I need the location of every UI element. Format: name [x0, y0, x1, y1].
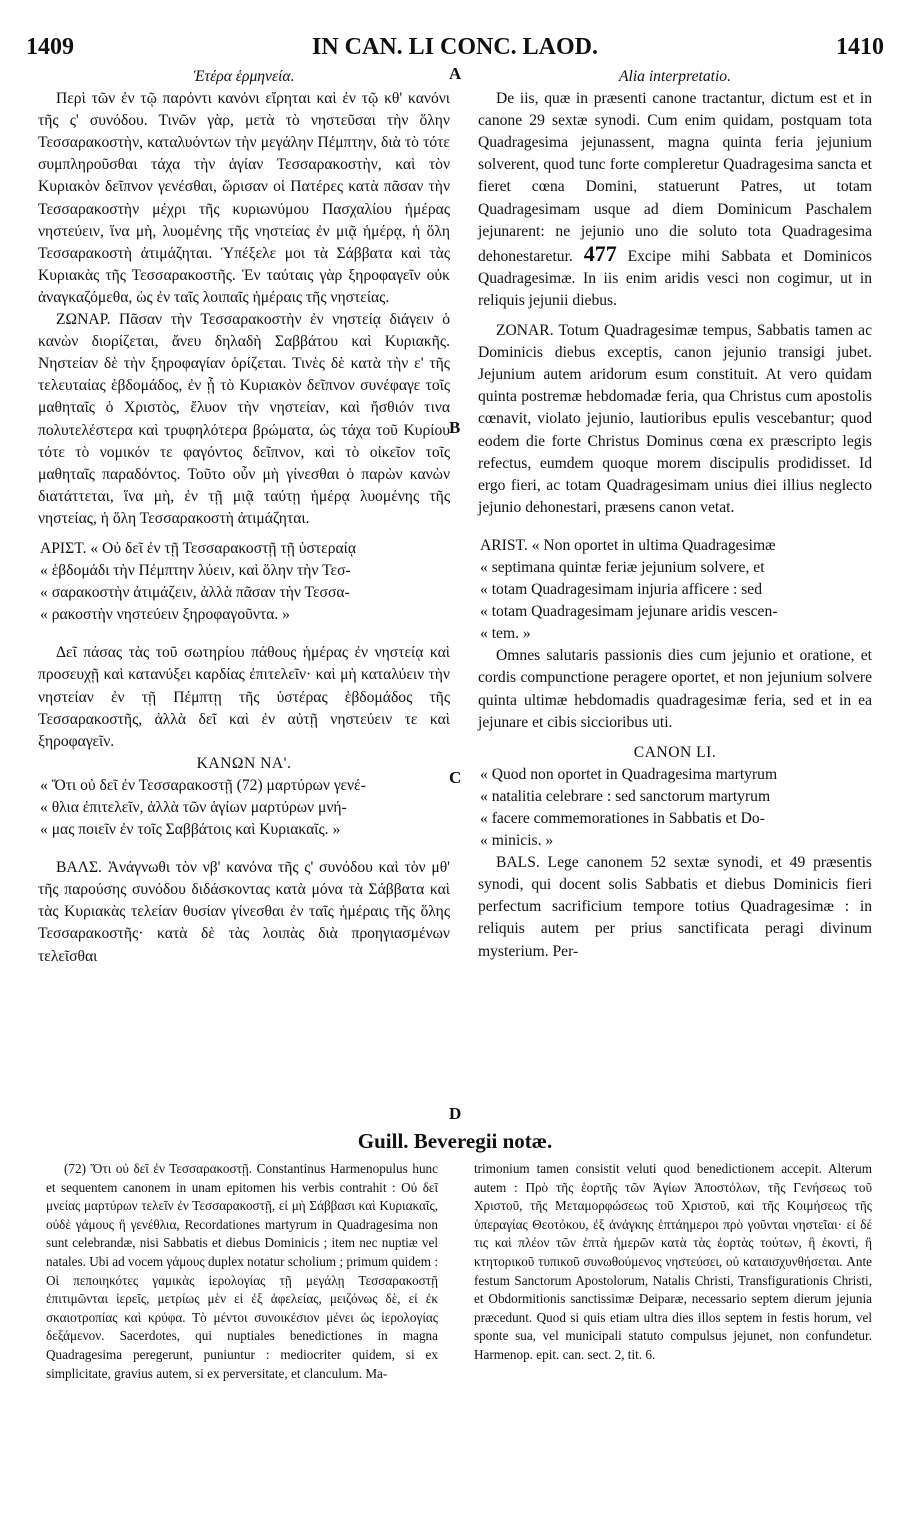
canon-heading-greek: ΚΑΝΩΝ ΝΑ'.	[196, 754, 292, 772]
aristenus-greek-line: « σαρακοστὴν ἀτιμάζειν, ἀλλὰ πᾶσαν τὴν Τεσσα-	[40, 584, 350, 602]
margin-marker-b: B	[449, 418, 461, 437]
greek-paraphrase: Δεῖ πάσας τὰς τοῦ σωτηρίου πάθους ἡμέρας ἐν νηστείᾳ καὶ προσευχῇ καὶ κατανύξει καρδίας ἐπιτελεῖν· καὶ μὴ καταλύειν τὴν νηστείαν ἐν τῇ Πέμπτῃ τῆς ὑστέρας ἑβδομάδος τῆς Τεσσαρακοστῆς, ἀλλὰ δεῖ καὶ ἐν αὐτῇ νηστεύειν τε καὶ ξηροφαγεῖν.	[38, 644, 450, 750]
greek-column	[38, 66, 450, 1126]
column-number: 477	[583, 240, 617, 266]
margin-marker-c: C	[449, 768, 462, 787]
aristenus-latin-line: ARIST. « Non oportet in ultima Quadragesimæ	[480, 536, 776, 554]
aristenus-latin-line: « septimana quintæ feriæ jejunium solvere, et	[480, 558, 765, 576]
canon-latin-line: « Quod non oportet in Quadragesima martyrum	[480, 765, 778, 783]
aristenus-greek-line: ΑΡΙΣΤ. « Οὐ δεῖ ἐν τῇ Τεσσαρακοστῇ τῇ ὑστεραίᾳ	[40, 539, 357, 557]
running-title: IN CAN. LI CONC. LAOD.	[311, 34, 599, 60]
notes-title: Guill. Beveregii notæ.	[357, 1129, 553, 1153]
running-header	[26, 34, 884, 64]
canon-greek-line: « μας ποιεῖν ἐν τοῖς Σαββάτοις καὶ Κυριακαῖς. »	[40, 821, 341, 839]
latin-subtitle: Alia interpretatio.	[618, 68, 732, 85]
balsamon-greek: ΒΑΛΣ. Ἀνάγνωθι τὸν νβ' κανόνα τῆς ς' συνόδου καὶ τὸν μθ' τῆς παρούσης συνόδου διδάσκοντας κατὰ μόνα τὰ Σάββατα καὶ τὰς Κυριακὰς τελείαν θυσίαν γίνεσθαι ἐν ταῖς ἡμέραις τῆς ὅλης Τεσσαρακοστῆς· κατὰ δὲ τὰς λοιπὰς διὰ προηγιασμένων τελεῖσθαι	[38, 859, 450, 965]
canon-latin-line: « natalitia celebrare : sed sanctorum martyrum	[480, 787, 771, 805]
margin-marker-a: A	[449, 64, 462, 83]
canon-heading-latin: CANON LI.	[633, 743, 717, 761]
zonaras-greek: ΖΩΝΑΡ. Πᾶσαν τὴν Τεσσαρακοστὴν ἐν νηστείᾳ διάγειν ὁ κανὼν διορίζεται, ἄνευ δηλαδὴ Σαββάτου καὶ Κυριακῆς. Νηστείαν δὲ τὴν ξηροφαγίαν ὁρίζεται. Τινὲς δὲ κατὰ τὴν ε' τῆς τελευταίας ἑβδομάδος, ἐν ᾗ τὸ Κυριακὸν δεῖπνον συνέφαγε τοῖς μαθηταῖς ὁ Χριστὸς, ἔλυον τὴν νηστείαν, καὶ ἤσθιόν τινα πολυτελέστερα καὶ τρυφηλότερα βρώματα, ὡς τάχα τοῦ Κυρίου τότε τὸ νομικόν τε φαγόντος δεῖπνον, καὶ τὸ οἰκεῖον τοῖς μαθηταῖς παραδόντος. Τοῦτο οὖν μὴ γίνεσθαι ὁ παρὼν κανὼν διατάττεται, ἵνα μὴ, ἐν τῇ μιᾷ ταύτῃ ἡμέρᾳ λυομένης τῆς νηστείας, ἡ ὅλη Τεσσαρακοστὴ ἀτιμάζηται.	[38, 311, 450, 527]
canon-latin-line: « facere commemorationes in Sabbatis et Do-	[480, 810, 765, 827]
aristenus-latin-line: « tem. »	[480, 625, 531, 643]
note-text: (72) Ὅτι οὐ δεῖ ἐν Τεσσαρακοστῇ. Constantinus Harmenopulus hunc et sequentem canonem in unam epitomen his verbis contrahit : Οὐ δεῖ μνείας μαρτύρων τελεῖν ἐν Τεσσαρακοστῇ, εἰ μὴ Σάββασι καὶ Κυριακαῖς, οὐδὲ γάμους ἢ γενέθλια, Recordationes martyrum in Quadragesima non sunt celebrandæ, nisi Sabbatis et diebus Dominicis ; item nec nuptiæ vel natales. Ubi ad vocem γάμους duplex notatur scholium ; primum quidem : Οἱ πεποιηκότες γαμικὰς ἱερολογίας τῇ μεγάλῃ Τεσσαρακοστῇ ἐπιτιμῶνται ἱερεῖς, μετρίως μὲν εἰ ἐξ ἀφελείας, μειζόνως δὲ, εἰ ἐκ σκαιοτροπίας καὶ κρύφα. Τὸ μέντοι συνοικέσιον μένει ὡς ἱερολογίας δεξάμενον. Sacerdotes, qui nuptiales benedictiones in magna Quadragesima peregerunt, puniuntur : mediocriter quidem, si ex simplicitate, gravius autem, si ex perversitate, et clanculum. Ma-	[46, 1161, 438, 1381]
note-text: trimonium tamen consistit veluti quod benedictionem accepit. Alterum autem : Πρὸ τῆς ἑορτῆς τῶν Ἁγίων Ἀποστόλων, τῆς Γενήσεως τοῦ Χριστοῦ, τῆς Μεταμορφώσεως τοῦ Χριστοῦ, καὶ τῆς Κοιμήσεως τῆς ὑπεραγίας Θεοτόκου, ἐξ ἀνάγκης ἑπτάημεροι πρὸ γοῦνται νηστεῖαι· εἰ δέ τις καὶ πλέον τῶν ἑπτὰ ἡμερῶν κατὰ τὰς ἑορτὰς τούτων, ἢ ἑκοντὶ, ἢ κτητορικοῦ τυπικοῦ συνωθούμενος νηστεύσει, οὐ καταισχυνθήσεται. Ante festum Sanctorum Apostolorum, Natalis Christi, Transfigurationis Christi, et Obdormitionis sanctissimæ Deiparæ, necessario septem dierum jejunia præcedunt. Quod si quis etiam ultra dies illos septem in festis horum, vel sponte sua, vel municipali statuto compulsus jejunet, non confundetur. Harmenop. epit. can. sect. 2, tit. 6.	[474, 1161, 872, 1362]
latin-paragraph-text: Excipe mihi Sabbata et Dominicos Quadragesimæ. In iis enim aridis vesci non cogimur, ut in reliquis jejunii diebus.	[478, 247, 872, 309]
aristenus-greek-line: « ἑβδομάδι τὴν Πέμπτην λύειν, καὶ ὅλην τὴν Τεσ-	[40, 562, 351, 580]
notes-right-column	[474, 1160, 872, 1365]
aristenus-greek-line: « ρακοστὴν νηστεύειν ξηροφαγοῦντα. »	[40, 606, 290, 624]
page-number-right: 1410	[836, 34, 884, 60]
notes-left-column	[46, 1160, 438, 1383]
aristenus-latin-line: « totam Quadragesimam jejunare aridis vescen-	[480, 603, 778, 621]
canon-greek-line: « θλια ἐπιτελεῖν, ἀλλὰ τῶν ἁγίων μαρτύρων μνή-	[40, 799, 347, 816]
canon-latin-line: « minicis. »	[480, 832, 554, 850]
latin-paragraph	[478, 88, 872, 312]
zonaras-latin: ZONAR. Totum Quadragesimæ tempus, Sabbatis tamen ac Dominicis diebus exceptis, canon jejunio transigi jubet. Jejunium autem aridorum esum constituit. At vero quidam quinta postremæ hebdomadæ feria, qua Christus cum apostolis cœnavit, violato jejunio, lautioribus epulis vescebantur; quod eodem die forte Christus Dominus cœna ex præscripto legis refectus, eumdem quoque morem discipulis prodidisset. Id ergo fieri, ac totam Quadragesimam unius diei illius neglecto jejunio dehonestari, præsens canon vetat.	[478, 322, 872, 516]
aristenus-latin-line: « totam Quadragesimam injuria afficere : sed	[480, 581, 763, 599]
latin-column	[478, 66, 872, 1126]
balsamon-latin: BALS. Lege canonem 52 sextæ synodi, et 49 præsentis synodi, qui docent solis Sabbatis et diebus Dominicis fieri perfectum sacrificium tempore totius Quadragesimæ : in reliquis autem per prius sanctificata peragi divinum mysterium. Per-	[478, 854, 872, 960]
page-number-left: 1409	[26, 34, 74, 60]
canon-greek-line: « Ὅτι οὐ δεῖ ἐν Τεσσαρακοστῇ (72) μαρτύρων γενέ-	[40, 776, 366, 794]
greek-paragraph: Περὶ τῶν ἐν τῷ παρόντι κανόνι εἴρηται καὶ ἐν τῷ κθ' κανόνι τῆς ς' συνόδου. Τινῶν γὰρ, μετὰ τὸ νηστεῦσαι τὴν ὅλην Τεσσαρακοστὴν, καταλυόντων τὴν μεγάλην Πέμπτην, διὰ τὸ τότε συμπληροῦσθαι τάχα τὴν ἁγίαν Τεσσαρακοστὴν, καὶ τὸν Κυριακὸν δεῖπνον γενέσθαι, ὥρισαν οἱ Πατέρες κατὰ πᾶσαν τὴν Τεσσαρακοστὴν μέχρι τῆς κυριωνύμου Πασχαλίου ἡμέρας νηστεύειν, ἵνα μὴ, λυομένης τῆς νηστείας ἐν μιᾷ ἡμέρᾳ, ἡ ὅλη Τεσσαρακοστὴ ἀτιμάζηται. Ὑπέξελε μοι τὰ Σάββατα καὶ τὰς Κυριακὰς τῆς Τεσσαρακοστῆς. Ἐν ταύταις γὰρ ξηροφαγεῖν οὐκ ἀναγκαζόμεθα, ὡς ἐν ταῖς λοιπαῖς ἡμέραις τῆς νηστείας.	[38, 90, 450, 306]
latin-paraphrase: Omnes salutaris passionis dies cum jejunio et oratione, et cordis compunctione peragere oportet, et non jejunium solvere quinta ultimæ hebdomadis quadragesimæ feria, sed et in ea jejunare et cibis siccioribus uti.	[478, 647, 872, 731]
latin-paragraph-text: De iis, quæ in præsenti canone tractantur, dictum est et in canone 29 sextæ synodi. Cum enim quidam, postquam tota Quadragesima jejunassent, magna quinta feria jejunium solverent, quod tunc forte compleretur Quadragesima sancta et fieret cœna Domini, statuerunt Patres, ut totam Quadragesimam usque ad diem Dominicum Paschalem jejunarent: ne jejunio uno die soluto tota Quadragesima dehonestaretur.	[478, 90, 872, 265]
margin-marker-d: D	[449, 1104, 462, 1123]
greek-subtitle: Ἑτέρα ἑρμηνεία.	[193, 68, 295, 85]
